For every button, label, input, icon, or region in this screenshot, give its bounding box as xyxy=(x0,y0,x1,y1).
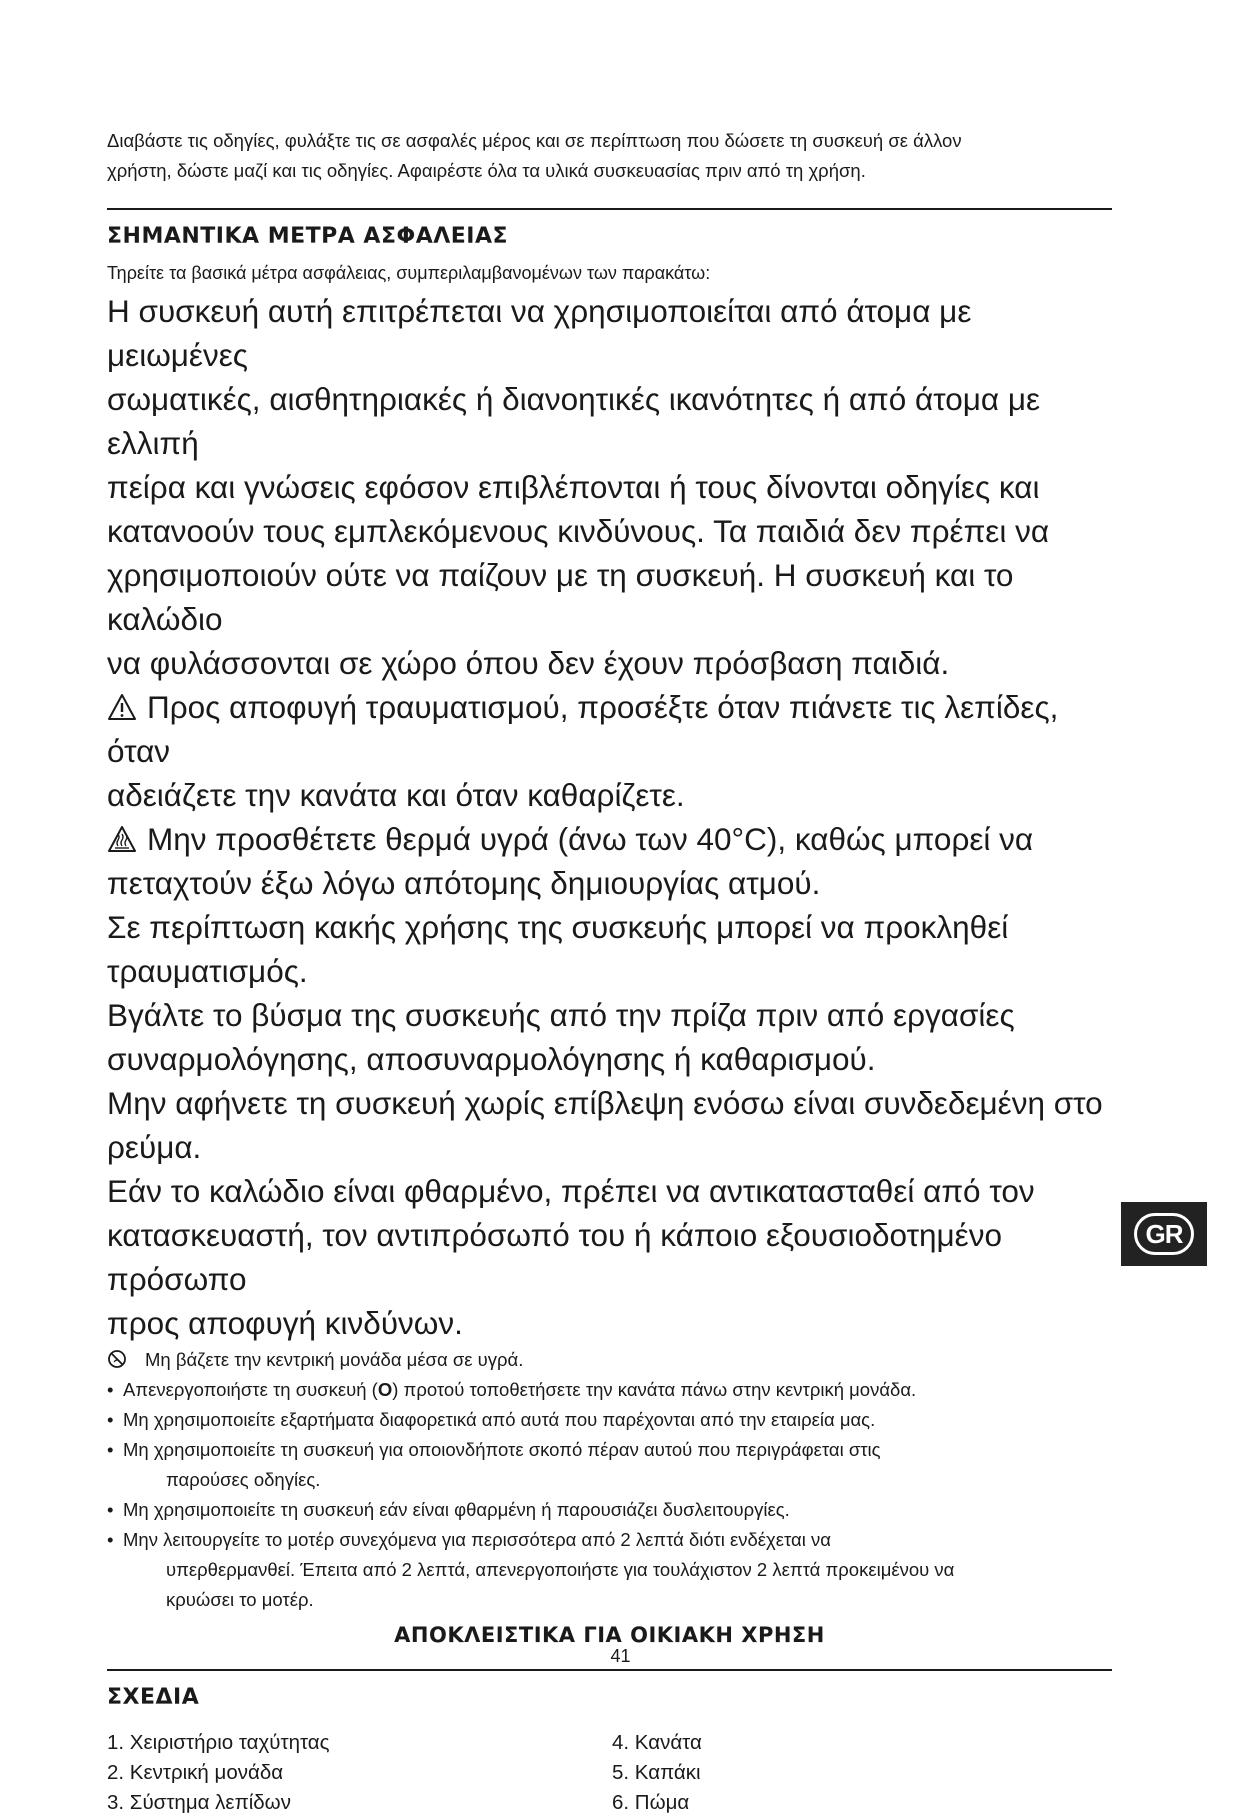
drawings-title: ΣΧΕΔΙΑ xyxy=(107,1685,200,1710)
language-tab-badge xyxy=(1121,1202,1207,1266)
paragraph-unplug: Βγάλτε το βύσμα της συσκευής από την πρίζα πριν από εργασίες συναρμολόγησης, αποσυναρμολόγησης ή καθαρισμού. xyxy=(107,997,1015,1077)
list-item: • Απενεργοποιήστε τη συσκευή (O) προτού τοποθετήσετε την κανάτα πάνω στην κεντρική μονάδα. xyxy=(107,1375,1117,1405)
safety-bullet-list xyxy=(107,1375,1117,1615)
list-item: 6. Πώμα xyxy=(612,1791,690,1814)
paragraph-misuse: Σε περίπτωση κακής χρήσης της συσκευής μπορεί να προκληθεί τραυματισμός. xyxy=(107,909,1009,989)
list-item: • Μη χρησιμοποιείτε εξαρτήματα διαφορετικά από αυτά που παρέχονται από την εταιρεία μας. xyxy=(107,1405,1117,1435)
parts-column-right xyxy=(612,1728,1117,1818)
warning-triangle-icon xyxy=(107,693,137,721)
parts-list xyxy=(107,1728,1117,1818)
list-item: • Μη χρησιμοποιείτε τη συσκευή εάν είναι φθαρμένη ή παρουσιάζει δυσλειτουργίες. xyxy=(107,1495,1117,1525)
safety-subtitle: Τηρείτε τα βασικά μέτρα ασφάλειας, συμπεριλαμβανομένων των παρακάτω: xyxy=(107,263,711,283)
intro-text xyxy=(107,126,1117,186)
hot-surface-icon xyxy=(107,825,137,853)
list-item: 2. Κεντρική μονάδα xyxy=(107,1761,284,1784)
page-content xyxy=(107,126,1117,1818)
page-number: 41 xyxy=(610,1646,631,1666)
list-item: • Μην λειτουργείτε το μοτέρ συνεχόμενα για περισσότερα από 2 λεπτά διότι ενδέχεται να υπερθερμανθεί. Έπειτα από 2 λεπτά, απενεργοποιήστε για τουλάχιστον 2 λεπτά προκειμένου να κρυώσει το μοτέρ. xyxy=(107,1525,1117,1615)
list-item: 3. Σύστημα λεπίδων xyxy=(107,1791,291,1814)
paragraph-damaged-cord: Εάν το καλώδιο είναι φθαρμένο, πρέπει να αντικατασταθεί από τον κατασκευαστή, τον αντιπρόσωπό του ή κάποιο εξουσιοδοτημένο πρόσωπο προς αποφυγή κινδύνων. xyxy=(107,1173,1035,1341)
section-divider xyxy=(107,1669,1112,1671)
language-code: GR xyxy=(1134,1213,1194,1255)
section-divider xyxy=(107,208,1112,210)
list-item: 1. Χειριστήριο ταχύτητας xyxy=(107,1731,330,1754)
parts-column-left xyxy=(107,1728,612,1818)
intro-line-2: χρήστη, δώστε μαζί και τις οδηγίες. Αφαιρέστε όλα τα υλικά συσκευασίας πριν από τη χρήση. xyxy=(107,160,866,181)
safety-title: ΣΗΜΑΝΤΙΚΑ ΜΕΤΡΑ ΑΣΦΑΛΕΙΑΣ xyxy=(107,224,509,249)
warning-hot-liquids: Μην προσθέτετε θερμά υγρά (άνω των 40°C), καθώς μπορεί να πεταχτούν έξω λόγω απότομης δημιουργίας ατμού. xyxy=(107,821,1034,901)
safety-paragraph-users: Η συσκευή αυτή επιτρέπεται να χρησιμοποιείται από άτομα με μειωμένες σωματικές, αισθητηριακές ή διανοητικές ικανότητες ή από άτομα με ελλιπή πείρα και γνώσεις εφόσον επιβλέπονται ή τους δίνονται οδηγίες και κατανοούν τους εμπλεκόμενους κινδύνους. Τα παιδιά δεν πρέπει να χρησιμοποιούν ούτε να παίζουν με τη συσκευή. Η συσκευή και το καλώδιο να φυλάσσονται σε χώρο όπου δεν έχουν πρόσβαση παιδιά. xyxy=(107,293,1050,681)
paragraph-unattended: Μην αφήνετε τη συσκευή χωρίς επίβλεψη ενόσω είναι συνδεδεμένη στο ρεύμα. xyxy=(107,1085,1103,1165)
prohibited-icon xyxy=(107,1349,127,1369)
no-liquids-note: Μη βάζετε την κεντρική μονάδα μέσα σε υγρά. xyxy=(107,1345,1117,1375)
intro-line-1: Διαβάστε τις οδηγίες, φυλάξτε τις σε ασφαλές μέρος και σε περίπτωση που δώσετε τη συσκευή σε άλλον xyxy=(107,130,962,151)
list-item: 5. Καπάκι xyxy=(612,1761,701,1784)
list-item: 4. Κανάτα xyxy=(612,1731,702,1754)
household-use-only-heading: ΑΠΟΚΛΕΙΣΤΙΚΑ ΓΙΑ ΟΙΚΙΑΚΗ ΧΡΗΣΗ xyxy=(394,1623,825,1647)
list-item: • Μη χρησιμοποιείτε τη συσκευή για οποιονδήποτε σκοπό πέραν αυτού που περιγράφεται στις παρούσες οδηγίες. xyxy=(107,1435,1117,1495)
warning-blades: Προς αποφυγή τραυματισμού, προσέξτε όταν πιάνετε τις λεπίδες, όταν αδειάζετε την κανάτα και όταν καθαρίζετε. xyxy=(107,689,1059,813)
